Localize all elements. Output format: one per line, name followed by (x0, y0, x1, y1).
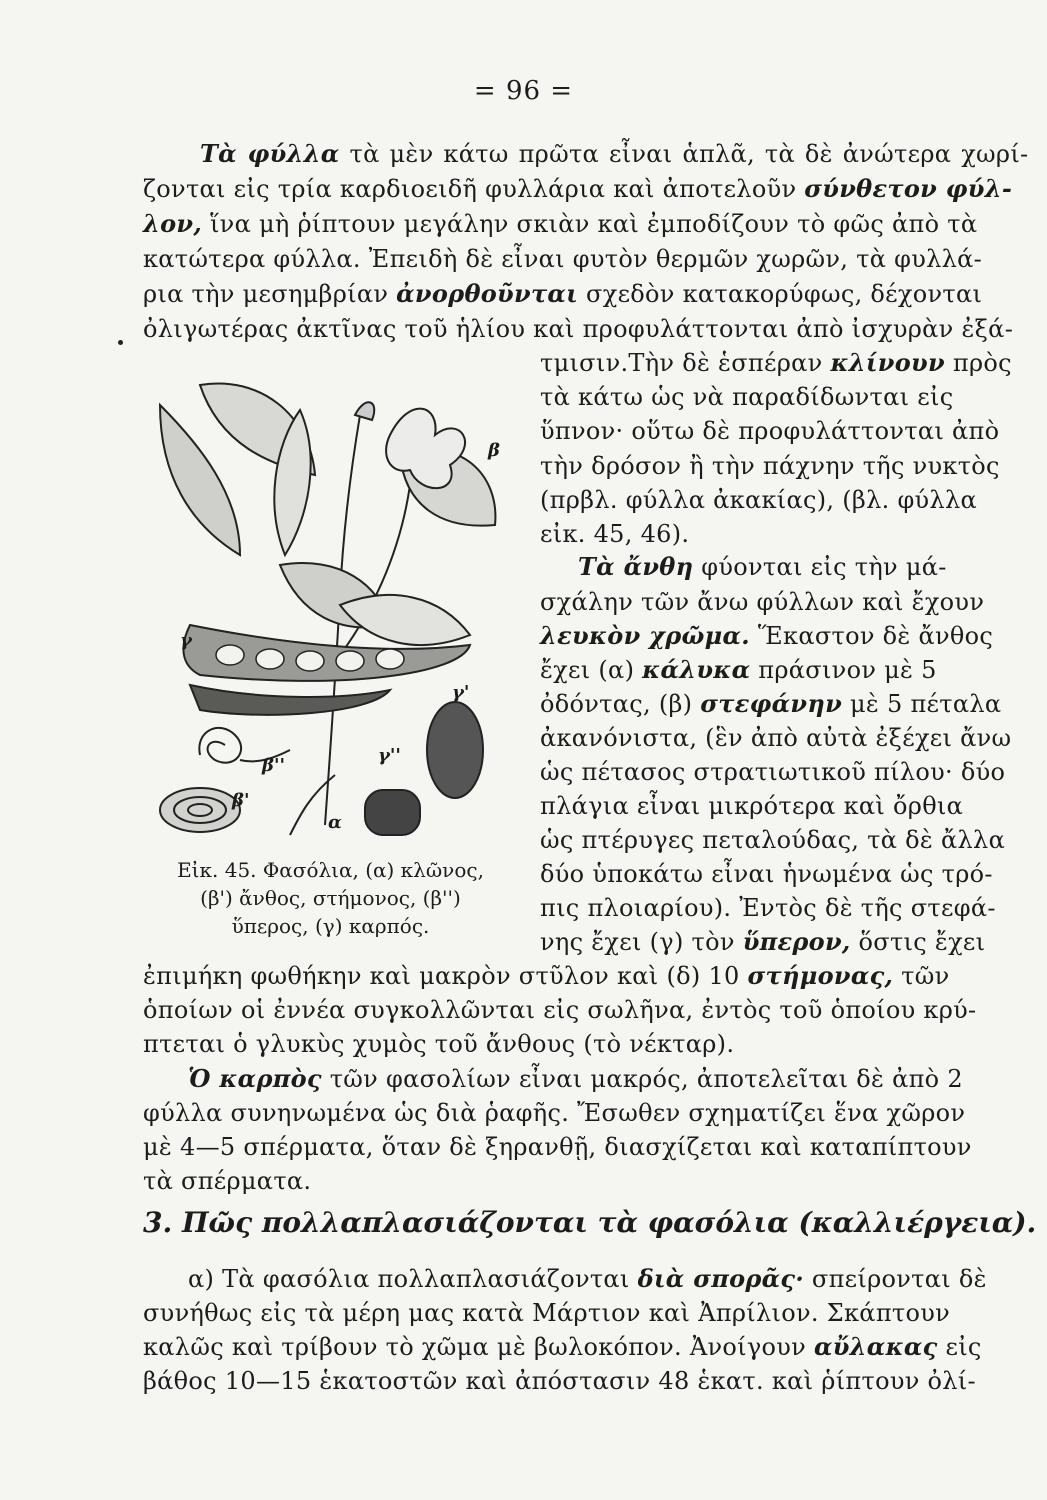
text-line: καλῶς καὶ τρίβουν τὸ χῶμα μὲ βωλοκόπον. Ἀνοίγουν αὔλακας εἰς (143, 1332, 982, 1361)
text-line: φύλλα συνηνωμένα ὡς διὰ ῥαφῆς. Ἔσωθεν σχηματίζει ἕνα χῶρον (143, 1099, 966, 1127)
bold-term: στεφάνην (700, 689, 843, 718)
bold-term: Τὰ φύλλα (200, 139, 340, 168)
text-line: Τὰ ἄνθη φύονται εἰς τὴν μά- (578, 552, 947, 581)
figure-label-b1: β' (232, 790, 250, 811)
text-line: κατώτερα φύλλα. Ἐπειδὴ δὲ εἶναι φυτὸν θερμῶν χωρῶν, τὰ φυλλά- (143, 245, 983, 273)
figure-caption (143, 856, 518, 940)
figure-label-g: γ (180, 630, 192, 651)
section-heading: 3. Πῶς πολλαπλασιάζονται τὰ φασόλια (καλλιέργεια). (143, 1206, 1037, 1239)
bean-pod-lower (190, 685, 390, 715)
text-line: ἀκανόνιστα, (ἓν ἀπὸ αὐτὰ ἐξέχει ἄνω (540, 724, 1012, 752)
text-line: πις πλοιαρίου). Ἐντὸς δὲ τῆς στεφά- (540, 894, 996, 922)
style-spiral (199, 728, 241, 763)
text-line: (πρβλ. φύλλα ἀκακίας), (βλ. φύλλα (540, 486, 977, 514)
bold-term: κάλυκα (642, 655, 751, 684)
text-line: Ὁ καρπὸς τῶν φασολίων εἶναι μακρός, ἀποτελεῖται δὲ ἀπὸ 2 (188, 1064, 963, 1093)
text-line: τὴν δρόσον ἢ τὴν πάχνην τῆς νυκτὸς (540, 452, 1000, 480)
text-line: πλάγια εἶναι μικρότερα καὶ ὄρθια (540, 792, 964, 820)
bold-term: ἀνορθοῦνται (396, 279, 579, 308)
page-number: = 96 = (473, 76, 574, 106)
text-line: σχάλην τῶν ἄνω φύλλων καὶ ἔχουν (540, 588, 985, 616)
leaf (340, 595, 470, 645)
figure-label-b: β (488, 440, 500, 461)
text-line: ὀλιγωτέρας ἀκτῖνας τοῦ ἡλίου καὶ προφυλάττονται ἀπὸ ἰσχυρὰν ἐξά- (143, 315, 1014, 343)
caption-line: (β') ἄνθος, στήμονος, (β'') (200, 886, 461, 910)
seed (216, 645, 244, 665)
text-line: τμισιν.Τὴν δὲ ἑσπέραν κλίνουν πρὸς (540, 348, 1012, 377)
text-line: ὕπνον· οὕτω δὲ προφυλάττονται ἀπὸ (540, 417, 1000, 445)
flower-bud (355, 402, 374, 420)
bold-term: κλίνουν (830, 348, 945, 377)
text-line: λον, ἵνα μὴ ῥίπτουν μεγάλην σκιὰν καὶ ἐμποδίζουν τὸ φῶς ἀπὸ τὰ (143, 209, 978, 238)
figure-label-b2: β'' (262, 755, 285, 776)
seed (296, 651, 324, 671)
bold-term: Τὰ ἄνθη (578, 552, 694, 581)
text-line: ὁποίων οἱ ἐννέα συγκολλῶνται εἰς σωλῆνα, ἐντὸς τοῦ ὁποίου κρύ- (143, 996, 977, 1024)
seed (376, 649, 404, 669)
figure-label-g1: γ' (452, 682, 470, 703)
text-line: τὰ σπέρματα. (143, 1167, 312, 1195)
rolled-petal (160, 788, 240, 832)
text-line: βάθος 10—15 ἑκατοστῶν καὶ ἀπόστασιν 48 ἑκατ. καὶ ῥίπτουν ὀλί- (143, 1367, 976, 1395)
seed (336, 651, 364, 671)
text-line: εἰκ. 45, 46). (540, 520, 690, 548)
bold-term: διὰ σπορᾶς· (637, 1264, 804, 1293)
bold-term: ὕπερον, (742, 927, 851, 956)
text-line: α) Τὰ φασόλια πολλαπλασιάζονται διὰ σπορᾶς· σπείρονται δὲ (188, 1264, 987, 1293)
text-line: Τὰ φύλλα τὰ μὲν κάτω πρῶτα εἶναι ἁπλᾶ, τὰ δὲ ἀνώτερα χωρί- (200, 139, 1029, 168)
text-line: πτεται ὁ γλυκὺς χυμὸς τοῦ ἄνθους (τὸ νέκταρ). (143, 1030, 735, 1058)
bean-plant-illustration (140, 355, 535, 855)
text-line: ρια τὴν μεσημβρίαν ἀνορθοῦνται σχεδὸν κατακορύφως, δέχονται (143, 279, 983, 308)
text-line: νης ἔχει (γ) τὸν ὕπερον, ὅστις ἔχει (540, 927, 986, 956)
ink-dot (118, 340, 123, 345)
text-line: ζονται εἰς τρία καρδιοειδῆ φυλλάρια καὶ ἀποτελοῦν σύνθετον φύλ- (143, 174, 1013, 203)
text-line: ὡς πτέρυγες πεταλούδας, τὰ δὲ ἄλλα (540, 826, 1006, 854)
text-line: ὀδόντας, (β) στεφάνην μὲ 5 πέταλα (540, 689, 1002, 718)
bold-term: στήμονας, (747, 961, 894, 990)
bold-term: σύνθετον φύλ- (804, 174, 1013, 203)
seed-section (365, 790, 420, 835)
text-line: δύο ὑποκάτω εἶναι ἡνωμένα ὡς τρό- (540, 860, 993, 888)
text-line: ἔχει (α) κάλυκα πράσινον μὲ 5 (540, 655, 937, 684)
figure-label-g2: γ'' (378, 745, 401, 766)
text-line: λευκὸν χρῶμα. Ἕκαστον δὲ ἄνθος (540, 621, 994, 650)
text-line: ὡς πέτασος στρατιωτικοῦ πίλου· δύο (540, 758, 1006, 786)
caption-line: ὕπερος, (γ) καρπός. (231, 914, 430, 938)
bold-term: λευκὸν χρῶμα. (540, 621, 750, 650)
whole-seed (427, 702, 483, 798)
seed (256, 649, 284, 669)
bold-term: λον, (143, 209, 203, 238)
bold-term: Ὁ καρπὸς (188, 1064, 322, 1093)
figure-label-a: α (328, 812, 342, 833)
text-line: μὲ 4—5 σπέρματα, ὅταν δὲ ξηρανθῇ, διασχίζεται καὶ καταπίπτουν (143, 1133, 972, 1161)
text-line: τὰ κάτω ὡς νὰ παραδίδωνται εἰς (540, 383, 954, 411)
text-line: ἐπιμήκη φωθήκην καὶ μακρὸν στῦλον καὶ (δ) 10 στήμονας, τῶν (143, 961, 950, 990)
caption-line: Εἰκ. 45. Φασόλια, (α) κλῶνος, (177, 858, 484, 882)
text-line: συνήθως εἰς τὰ μέρη μας κατὰ Μάρτιον καὶ Ἀπρίλιον. Σκάπτουν (143, 1299, 950, 1327)
bold-term: αὔλακας (813, 1332, 938, 1361)
